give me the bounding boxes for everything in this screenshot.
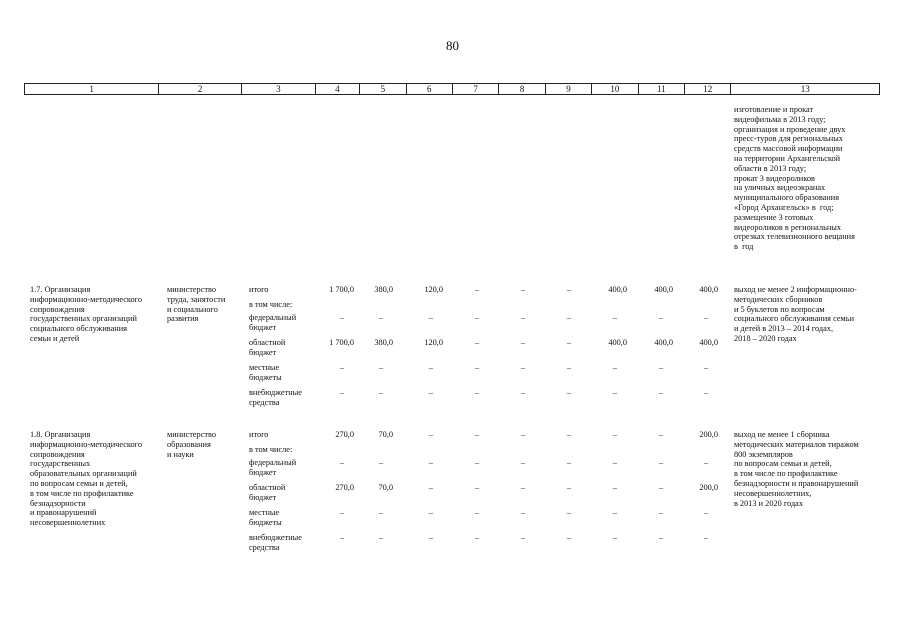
funding-value: –	[428, 458, 434, 467]
header-col-7: 7	[452, 84, 498, 95]
funding-value: –	[520, 313, 526, 322]
funding-value: –	[566, 313, 572, 322]
funding-value: –	[520, 430, 526, 439]
funding-value: –	[566, 363, 572, 372]
header-col-12: 12	[685, 84, 731, 95]
funding-value: –	[339, 363, 345, 372]
funding-value: –	[703, 363, 709, 372]
funding-value: –	[566, 285, 572, 294]
funding-value: –	[428, 483, 434, 492]
funding-value: –	[658, 430, 664, 439]
funding-value: –	[428, 363, 434, 372]
funding-value: 1 700,0	[329, 338, 354, 347]
funding-value: 400,0	[608, 285, 627, 294]
funding-value: –	[520, 508, 526, 517]
funding-value: –	[474, 285, 480, 294]
funding-value: –	[612, 313, 618, 322]
header-col-4: 4	[315, 84, 359, 95]
funding-value: 380,0	[374, 285, 393, 294]
funding-value: –	[612, 483, 618, 492]
funding-value: –	[566, 508, 572, 517]
funding-value: –	[339, 388, 345, 397]
header-col-1: 1	[25, 84, 159, 95]
funding-value: –	[703, 458, 709, 467]
header-col-3: 3	[242, 84, 316, 95]
funding-source-label: в том числе:	[249, 300, 293, 309]
funding-value: –	[520, 285, 526, 294]
funding-value: –	[612, 533, 618, 542]
funding-value: 400,0	[699, 285, 718, 294]
funding-value: –	[474, 458, 480, 467]
funding-value: 400,0	[608, 338, 627, 347]
funding-value: –	[566, 430, 572, 439]
expected-result: выход не менее 1 сборника методических материалов тиражом 800 экземпляров по вопросам семьи и детей, в том числе по профилактике безнадзорности и правонарушений несовершеннолетних, в 2013 и 2020 годах	[734, 430, 859, 508]
column-header-table	[24, 83, 880, 95]
funding-value: –	[474, 338, 480, 347]
funding-value: –	[520, 458, 526, 467]
funding-value: –	[566, 533, 572, 542]
funding-value: –	[566, 338, 572, 347]
funding-value: –	[520, 533, 526, 542]
funding-value: –	[474, 483, 480, 492]
funding-value: –	[658, 508, 664, 517]
executor: министерство труда, занятости и социального развития	[167, 285, 226, 324]
funding-value: –	[703, 508, 709, 517]
funding-value: –	[378, 388, 384, 397]
funding-value: –	[566, 388, 572, 397]
funding-value: –	[658, 363, 664, 372]
funding-value: –	[339, 458, 345, 467]
funding-value: 270,0	[335, 430, 354, 439]
funding-value: 270,0	[335, 483, 354, 492]
funding-value: –	[474, 508, 480, 517]
funding-value: 200,0	[699, 483, 718, 492]
funding-value: –	[339, 508, 345, 517]
funding-value: –	[658, 388, 664, 397]
funding-source-label: местные бюджеты	[249, 508, 282, 527]
funding-value: –	[520, 338, 526, 347]
header-col-11: 11	[638, 84, 684, 95]
funding-value: –	[378, 533, 384, 542]
funding-source-label: местные бюджеты	[249, 363, 282, 382]
funding-value: –	[612, 508, 618, 517]
header-row	[25, 84, 880, 95]
funding-value: –	[520, 363, 526, 372]
funding-source-label: федеральный бюджет	[249, 458, 297, 477]
funding-value: –	[428, 508, 434, 517]
funding-value: –	[703, 388, 709, 397]
funding-value: –	[428, 388, 434, 397]
funding-value: –	[428, 533, 434, 542]
funding-source-label: в том числе:	[249, 445, 293, 454]
expected-result: выход не менее 2 информационно- методических сборников и 5 буклетов по вопросам социального обслуживания семьи и детей в 2013 – 2014 годах, 2018 – 2020 годах	[734, 285, 857, 343]
measure-name: 1.7. Организация информационно-методического сопровождения государственных организаций социального обслуживания семьи и детей	[30, 285, 142, 343]
funding-value: 1 700,0	[329, 285, 354, 294]
funding-source-label: итого	[249, 430, 269, 439]
funding-value: 120,0	[424, 285, 443, 294]
funding-value: 400,0	[654, 338, 673, 347]
funding-value: –	[658, 313, 664, 322]
funding-value: –	[378, 363, 384, 372]
funding-value: –	[612, 363, 618, 372]
funding-source-label: итого	[249, 285, 269, 294]
funding-value: –	[658, 533, 664, 542]
funding-value: –	[339, 533, 345, 542]
funding-value: –	[658, 458, 664, 467]
header-col-2: 2	[159, 84, 242, 95]
funding-value: –	[566, 483, 572, 492]
funding-source-label: областной бюджет	[249, 338, 286, 357]
header-col-6: 6	[406, 84, 452, 95]
funding-value: –	[703, 533, 709, 542]
funding-value: –	[474, 430, 480, 439]
funding-value: 400,0	[699, 338, 718, 347]
measure-name: 1.8. Организация информационно-методического сопровождения государственных образовательных организаций по вопросам семьи и детей, в том числе по профилактике безнадзорности и правонарушений несовершеннолетних	[30, 430, 142, 528]
funding-source-label: федеральный бюджет	[249, 313, 297, 332]
funding-source-label: внебюджетные средства	[249, 533, 302, 552]
funding-value: –	[378, 313, 384, 322]
header-col-9: 9	[545, 84, 591, 95]
funding-value: –	[474, 388, 480, 397]
funding-value: –	[566, 458, 572, 467]
funding-value: –	[612, 458, 618, 467]
funding-value: –	[612, 430, 618, 439]
funding-value: –	[474, 363, 480, 372]
funding-value: –	[474, 313, 480, 322]
funding-value: –	[428, 430, 434, 439]
funding-value: 400,0	[654, 285, 673, 294]
executor: министерство образования и науки	[167, 430, 217, 459]
funding-value: –	[703, 313, 709, 322]
funding-value: –	[612, 388, 618, 397]
funding-value: –	[520, 388, 526, 397]
funding-source-label: внебюджетные средства	[249, 388, 302, 407]
funding-value: –	[428, 313, 434, 322]
funding-value: –	[378, 458, 384, 467]
funding-source-label: областной бюджет	[249, 483, 286, 502]
funding-value: –	[658, 483, 664, 492]
page-number: 80	[446, 38, 459, 53]
top-note: изготовление и прокат видеофильма в 2013 году; организация и проведение двух пресс-туров для региональных средств массовой информации на территории Архангельской области в 2013 году; прокат 3 видеороликов на уличных видеоэкранах муниципального образования «Город Архангельск» в год; размещение 3 готовых видеороликов в региональных отрезках телевизионного вещания в год	[734, 105, 855, 252]
funding-value: 200,0	[699, 430, 718, 439]
funding-value: –	[474, 533, 480, 542]
header-col-8: 8	[499, 84, 545, 95]
funding-value: –	[378, 508, 384, 517]
funding-value: 120,0	[424, 338, 443, 347]
funding-value: 70,0	[378, 483, 393, 492]
funding-value: –	[339, 313, 345, 322]
funding-value: 70,0	[378, 430, 393, 439]
header-col-10: 10	[592, 84, 638, 95]
funding-value: 380,0	[374, 338, 393, 347]
header-col-5: 5	[360, 84, 406, 95]
header-col-13: 13	[731, 84, 880, 95]
funding-value: –	[520, 483, 526, 492]
